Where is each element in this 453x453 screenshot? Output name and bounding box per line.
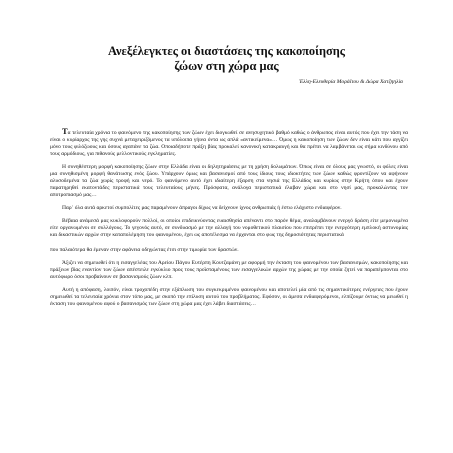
- paragraph-5: που παλαιότερα θα έμεναν στην αφάνεια οδηγώντας έτσι στην τιμωρία των δραστών.: [50, 247, 239, 253]
- paragraph-3: Παρ᾽ όλα αυτά αρκετοί συμπολίτες μας παραμένουν άπραγοι δίχως να δείχνουν ίχνος ανθρωπιάς ή έστω ελάχιστο ενδιαφέρον.: [62, 205, 342, 212]
- article-title-line-2: ζώων στη χώρα μας: [174, 59, 279, 73]
- dropcap: Τ: [62, 126, 68, 136]
- paragraph-1-text: α τελευταία χρόνια το φαινόμενο της κακοποίησης των ζώων έχει διογκωθεί σε ανησυχητικό βαθμό καθώς ο άνθρωπος είναι αυτός που έχει την τάση να είναι ο κυρίαρχος της γης συχνά μεταχειριζόμενος τα υπόλοιπα γήινα όντα ως απλά «αντικείμενα»… Όμως η κακοποίηση των ζώων δεν είναι κάτι που αγγίζει μόνο τους φιλόζωους και όσους αγαπάνε τα ζώα. Οποιαδήποτε πράξη βίας προκαλεί κανονική κατακραυγή και θα πρέπει να λαμβάνεται ως σήμα κινδύνου από τους αρμόδιους, για πιθανούς μελλοντικούς εγκληματίες.: [50, 130, 408, 158]
- article-body: [50, 128, 408, 313]
- paragraph-7: Αυτή η απόφαση, λοιπόν, είναι τροχοπέδη στην εξάπλωση του συγκεκριμένου φαινομένου και αποτελεί μία από τις σημαντικότερες ενέργειες που έχουν σημειωθεί τα τελευταία χρόνια στον τόπο μας, με σκοπό την επίλυση αυτού του προβλήματος. Εφόσον, οι άμεσα ενδιαφερόμενοι, ελπίζουμε όντως να μειωθεί η έκταση του φαινομένου αφού ο βασανισμός των ζώων στη χώρα μας έχει λάβει διαστάσεις…: [50, 286, 408, 307]
- article-author: Έλλη-Ελευθερία Μοράϊτου & Δώρα Χατζηηλία: [299, 79, 403, 85]
- paragraph-4: Βέβαια ανάμεσά μας κυκλοφορούν πολλοί, οι οποίοι επιδεικνύοντας ευαισθησία απέναντι στο παρόν θέμα, αναλαμβάνουν ενεργό δράση είτε μεμονωμένα είτε οργανωμένοι σε συλλόγους. Το γεγονός αυτό, σε συνδυασμό με την αλλαγή του νομοθετικού πλαισίου που επιτρέπει την ενεργότερη εμπλοκή αστυνομίας και δικαστικών αρχών στην καταπολέμηση του φαινομένου, έχει ως αποτέλεσμα να έρχονται στο φως της δημοσιότητας περιστατικά: [50, 217, 408, 238]
- paragraph-1: [50, 128, 408, 158]
- article-title: [40, 44, 413, 74]
- article-title-line-1: Ανεξέλεγκτες οι διαστάσεις της κακοποίησης: [107, 44, 346, 58]
- paragraph-6: Άξιζει να σημειωθεί ότι η εισαγγελέας του Αρείου Πάγου Ευτέρπη Κουτζαμάνη με αφορμή την έκταση του φαινομένου των βασανισμών, κακοποίησης και πράξεων βίας εναντίον των ζώων απέστειλε εγκύκλιο προς τους προϊσταμένους των εισαγγελικών αρχών της χώρας με την οποία ζητεί να παραπέμπονται στο αυτόφωρο όσοι προβαίνουν σε βασανισμούς ζώων κλπ.: [50, 259, 408, 280]
- paragraph-2: Η συνηθέστερη μορφή κακοποίησης ζώων στην Ελλάδα είναι οι δηλητηριάσεις με τη χρήση δολωμάτων. Όπως είναι σε όλους μας γνωστό, οι φόλες είναι μια συνηθισμένη μορφή θανάτωσης ενός ζώου. Υπάρχουν όμως και βασανισμοί από τους ίδιους τους ιδιοκτήτες των ζώων καθώς φροντίζουν να αφήνουν αλυσοδεμένα τα ζώα χωρίς τροφή και νερό. Το φαινόμενο αυτό έχει ιδιαίτερη έξαρση στα νησιά της Ελλάδος και κυρίως στην Κρήτη όπου και έχουν παρατηρηθεί εκατοντάδες περιστατικά τους τελευταίους μήνες. Πρόσφατα, ανάλογα περιστατικά έλαβαν χώρα και στο νησί μας, προκαλώντας τον αποτροπιασμό μας…: [50, 163, 408, 199]
